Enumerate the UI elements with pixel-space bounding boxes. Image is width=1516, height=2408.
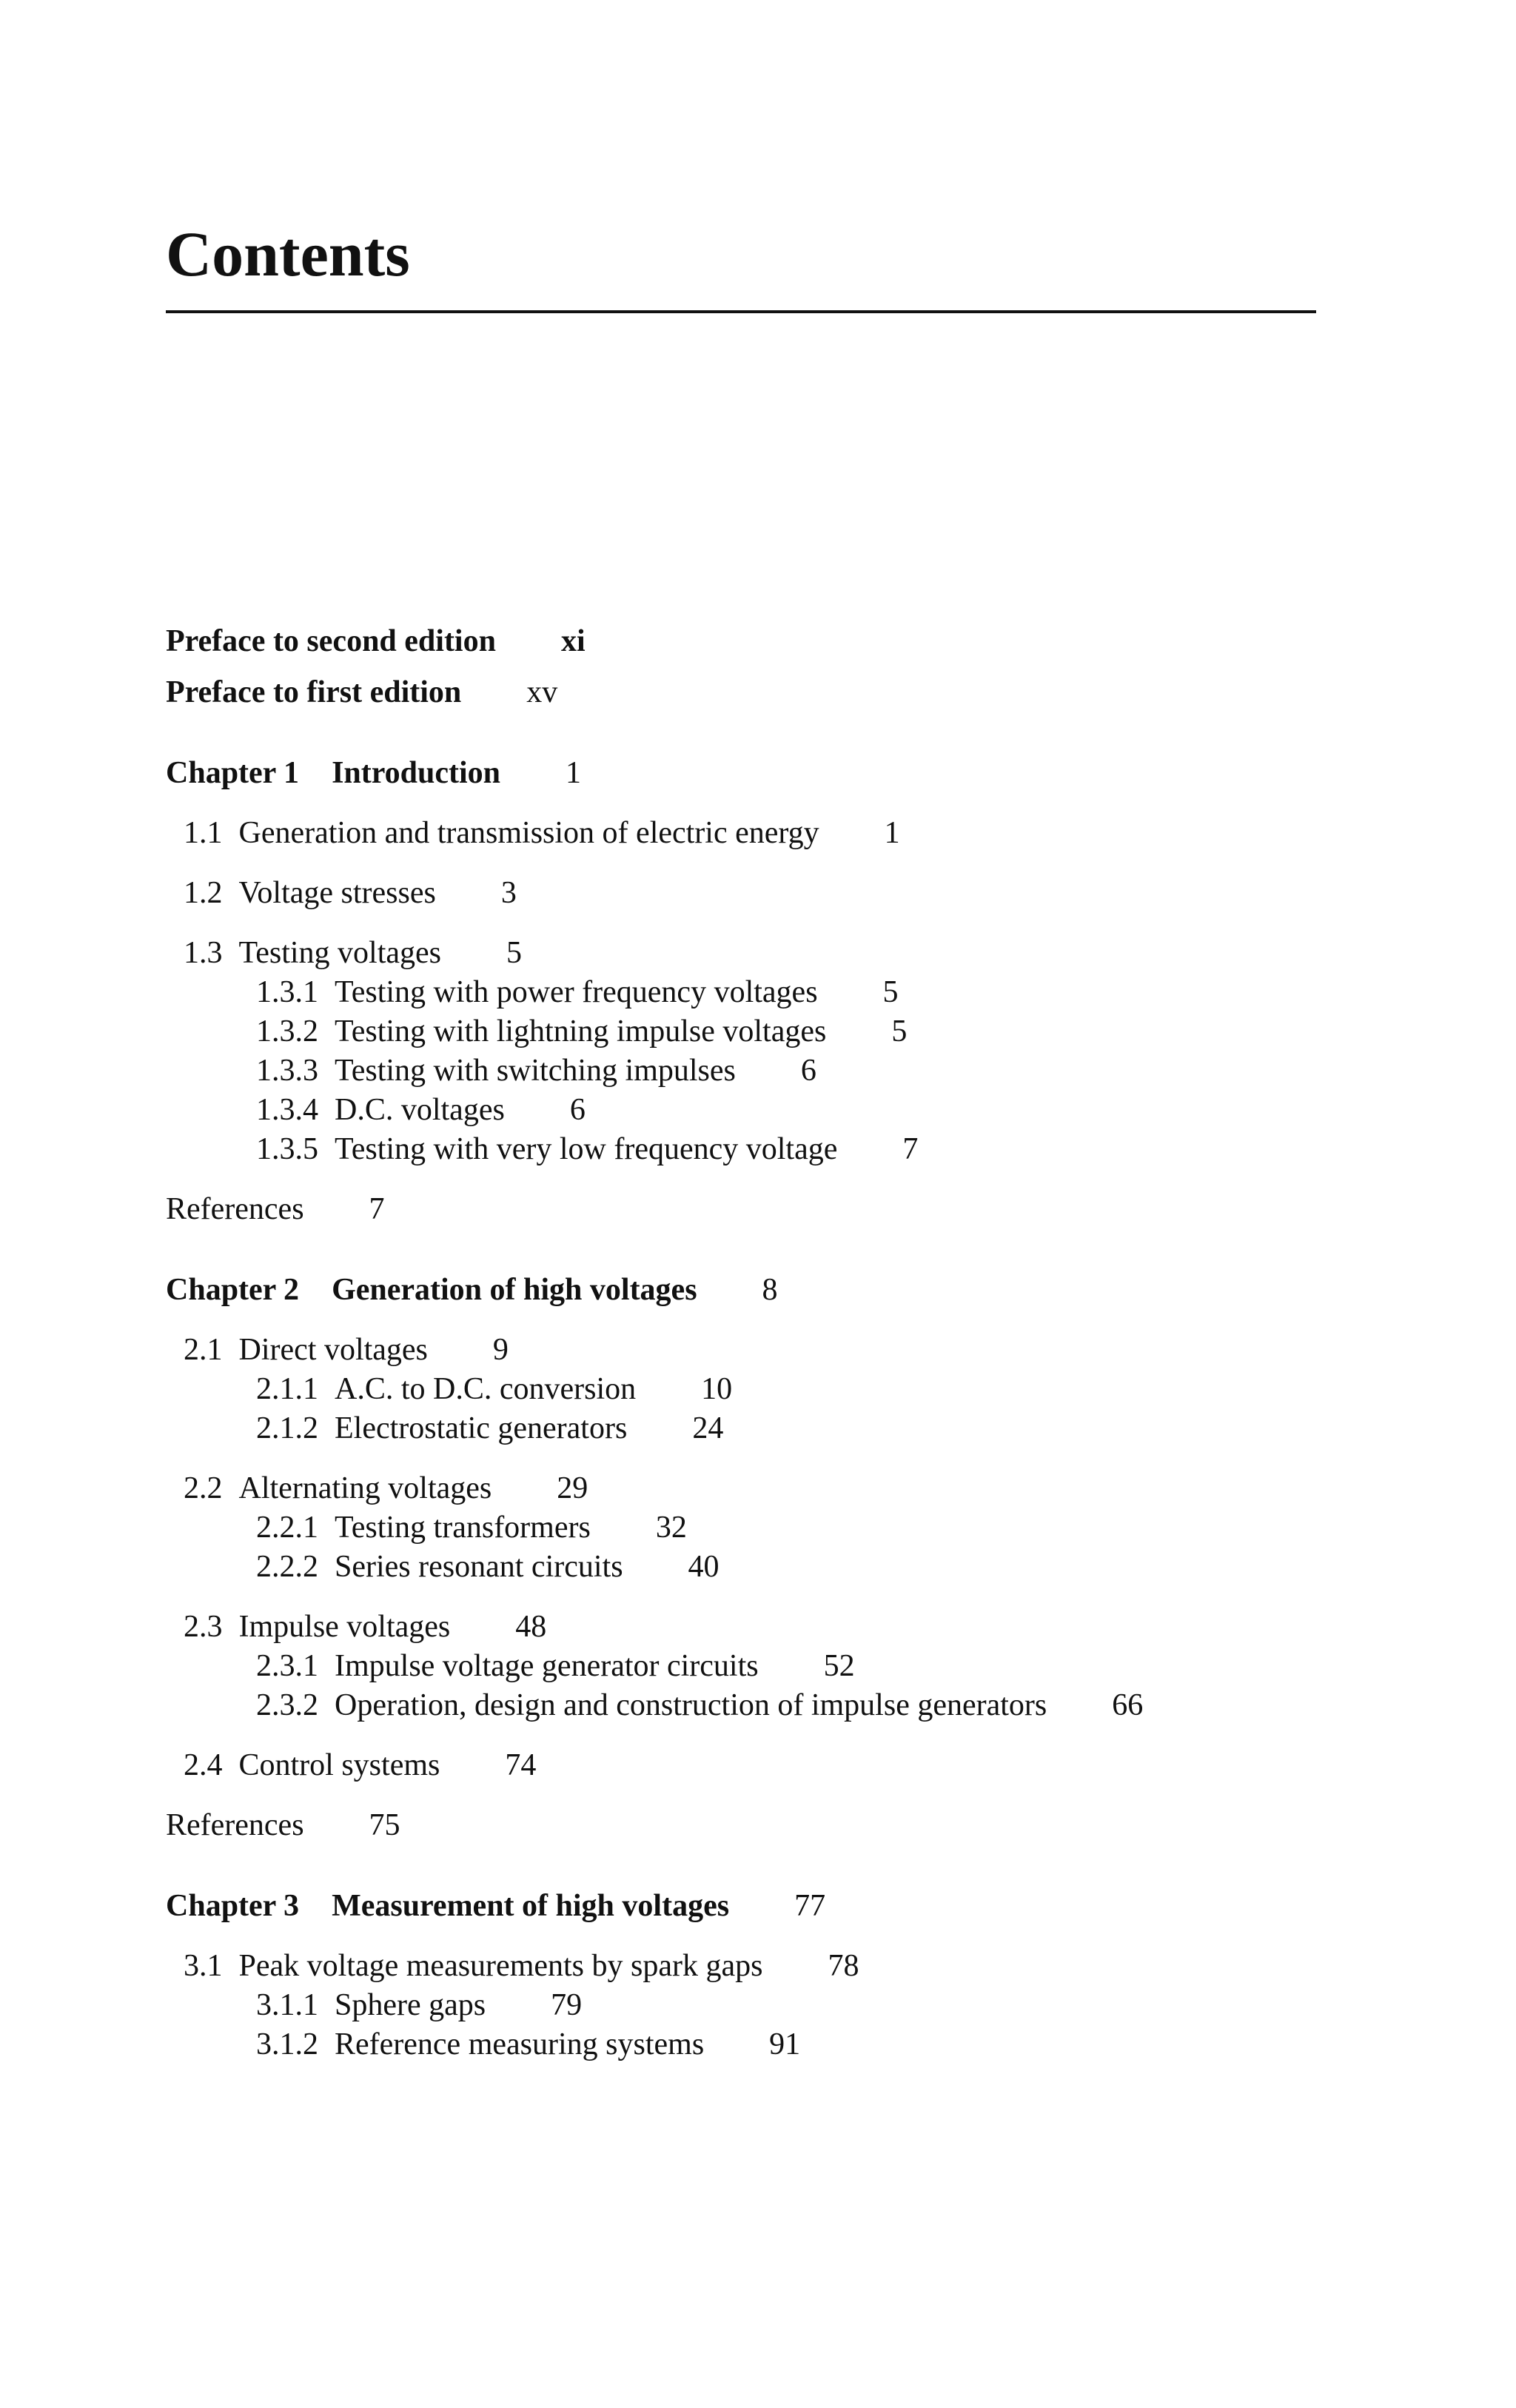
toc-page-number: 29 bbox=[557, 1471, 588, 1505]
section-number: 1.2 bbox=[184, 876, 223, 910]
subsection-number: 2.1.1 bbox=[256, 1372, 318, 1406]
toc-page-number: 52 bbox=[823, 1649, 855, 1683]
subsection-title: Impulse voltage generator circuits bbox=[335, 1649, 759, 1683]
section-number: 2.4 bbox=[184, 1748, 223, 1782]
toc-page-number: 32 bbox=[655, 1511, 687, 1545]
toc-page-number: 9 bbox=[492, 1333, 509, 1367]
toc-page-number: xi bbox=[560, 624, 586, 658]
toc-page-number: 1 bbox=[884, 816, 900, 850]
section-number: 3.1 bbox=[184, 1949, 223, 1983]
chapter-label: Chapter 2 bbox=[166, 1273, 300, 1307]
toc-page-number: 6 bbox=[800, 1054, 816, 1088]
subsection-number: 1.3.4 bbox=[256, 1093, 318, 1127]
subsection-number: 2.3.1 bbox=[256, 1649, 318, 1683]
toc-section[interactable] bbox=[166, 1947, 1350, 1986]
references-label: References bbox=[166, 1808, 304, 1842]
chapter-title: Introduction bbox=[332, 756, 501, 790]
section-number: 1.1 bbox=[184, 816, 223, 850]
section-title: Voltage stresses bbox=[238, 876, 436, 910]
toc-references[interactable] bbox=[166, 1806, 1350, 1845]
chapter-title: Measurement of high voltages bbox=[332, 1889, 730, 1923]
toc-page-number: 77 bbox=[794, 1889, 826, 1923]
toc-section[interactable] bbox=[166, 1331, 1350, 1370]
toc-chapter-3[interactable] bbox=[166, 1887, 1350, 1926]
section-title: Control systems bbox=[238, 1748, 440, 1782]
subsection-number: 1.3.3 bbox=[256, 1054, 318, 1088]
subsection-title: Operation, design and construction of impulse generators bbox=[335, 1688, 1047, 1722]
toc-page-number: 66 bbox=[1112, 1688, 1144, 1722]
toc-page-number: 1 bbox=[566, 756, 582, 790]
toc-chapter-1[interactable] bbox=[166, 754, 1350, 793]
toc-subsection[interactable] bbox=[166, 1091, 1350, 1130]
toc-page-number: 24 bbox=[692, 1411, 724, 1445]
toc-subsection[interactable] bbox=[166, 1508, 1350, 1548]
section-title: Direct voltages bbox=[238, 1333, 428, 1367]
toc-page-number: 7 bbox=[902, 1132, 919, 1166]
toc-section[interactable] bbox=[166, 874, 1350, 913]
subsection-title: Reference measuring systems bbox=[335, 2027, 705, 2061]
subsection-title: Testing transformers bbox=[335, 1511, 591, 1545]
toc-subsection[interactable] bbox=[166, 1370, 1350, 1409]
subsection-title: Electrostatic generators bbox=[335, 1411, 628, 1445]
subsection-number: 2.3.2 bbox=[256, 1688, 318, 1722]
toc-page-number: 8 bbox=[762, 1273, 778, 1307]
toc-subsection[interactable] bbox=[166, 1986, 1350, 2025]
subsection-number: 1.3.5 bbox=[256, 1132, 318, 1166]
chapter-label: Chapter 1 bbox=[166, 756, 300, 790]
toc-section[interactable] bbox=[166, 1746, 1350, 1785]
references-label: References bbox=[166, 1192, 304, 1226]
toc-section[interactable] bbox=[166, 814, 1350, 853]
toc-subsection[interactable] bbox=[166, 1548, 1350, 1587]
toc-page-number: 75 bbox=[369, 1808, 400, 1842]
toc-page-number: 7 bbox=[369, 1192, 385, 1226]
toc-preface-second[interactable] bbox=[166, 622, 1350, 661]
toc-page-number: 40 bbox=[688, 1550, 720, 1584]
toc-page-number: 6 bbox=[569, 1093, 586, 1127]
toc-subsection[interactable] bbox=[166, 1130, 1350, 1169]
toc-page-number: 3 bbox=[500, 876, 517, 910]
toc-page-number: 74 bbox=[505, 1748, 537, 1782]
section-number: 2.1 bbox=[184, 1333, 223, 1367]
toc-page-number: 78 bbox=[828, 1949, 859, 1983]
toc-entry-title: Preface to first edition bbox=[166, 675, 462, 709]
section-title: Peak voltage measurements by spark gaps bbox=[238, 1949, 763, 1983]
title-rule bbox=[166, 310, 1316, 313]
toc-page-number: 10 bbox=[701, 1372, 733, 1406]
chapter-title: Generation of high voltages bbox=[332, 1273, 697, 1307]
subsection-title: D.C. voltages bbox=[335, 1093, 505, 1127]
toc-references[interactable] bbox=[166, 1190, 1350, 1229]
section-number: 2.2 bbox=[184, 1471, 223, 1505]
subsection-title: Testing with switching impulses bbox=[335, 1054, 736, 1088]
subsection-title: Sphere gaps bbox=[335, 1988, 486, 2022]
subsection-number: 2.2.1 bbox=[256, 1511, 318, 1545]
toc-subsection[interactable] bbox=[166, 1051, 1350, 1091]
section-title: Generation and transmission of electric energy bbox=[238, 816, 819, 850]
toc-page-number: 5 bbox=[506, 936, 523, 970]
subsection-number: 1.3.1 bbox=[256, 975, 318, 1009]
toc-section[interactable] bbox=[166, 934, 1350, 973]
page-title: Contents bbox=[166, 218, 410, 290]
subsection-title: Testing with power frequency voltages bbox=[335, 975, 818, 1009]
section-title: Alternating voltages bbox=[238, 1471, 492, 1505]
chapter-label: Chapter 3 bbox=[166, 1889, 300, 1923]
toc-chapter-2[interactable] bbox=[166, 1271, 1350, 1310]
section-title: Impulse voltages bbox=[238, 1610, 451, 1644]
section-number: 1.3 bbox=[184, 936, 223, 970]
subsection-number: 2.2.2 bbox=[256, 1550, 318, 1584]
toc-section[interactable] bbox=[166, 1469, 1350, 1508]
toc-subsection[interactable] bbox=[166, 1409, 1350, 1448]
subsection-number: 1.3.2 bbox=[256, 1014, 318, 1049]
toc-subsection[interactable] bbox=[166, 1686, 1350, 1725]
table-of-contents bbox=[166, 622, 1350, 2064]
section-title: Testing voltages bbox=[238, 936, 442, 970]
subsection-title: Testing with lightning impulse voltages bbox=[335, 1014, 827, 1049]
subsection-title: Testing with very low frequency voltage bbox=[335, 1132, 838, 1166]
toc-section[interactable] bbox=[166, 1608, 1350, 1647]
subsection-title: Series resonant circuits bbox=[335, 1550, 623, 1584]
toc-page-number: 79 bbox=[551, 1988, 583, 2022]
toc-page-number: 91 bbox=[769, 2027, 801, 2061]
subsection-number: 3.1.1 bbox=[256, 1988, 318, 2022]
toc-subsection[interactable] bbox=[166, 1647, 1350, 1686]
toc-subsection[interactable] bbox=[166, 2025, 1350, 2064]
subsection-number: 3.1.2 bbox=[256, 2027, 318, 2061]
toc-page-number: 5 bbox=[882, 975, 899, 1009]
toc-entry-title: Preface to second edition bbox=[166, 624, 496, 658]
toc-preface-first[interactable] bbox=[166, 673, 1350, 712]
section-number: 2.3 bbox=[184, 1610, 223, 1644]
toc-page-number: xv bbox=[526, 675, 558, 709]
toc-page-number: 48 bbox=[515, 1610, 547, 1644]
toc-page-number: 5 bbox=[891, 1014, 908, 1049]
subsection-title: A.C. to D.C. conversion bbox=[335, 1372, 637, 1406]
subsection-number: 2.1.2 bbox=[256, 1411, 318, 1445]
toc-subsection[interactable] bbox=[166, 1012, 1350, 1051]
toc-subsection[interactable] bbox=[166, 973, 1350, 1012]
